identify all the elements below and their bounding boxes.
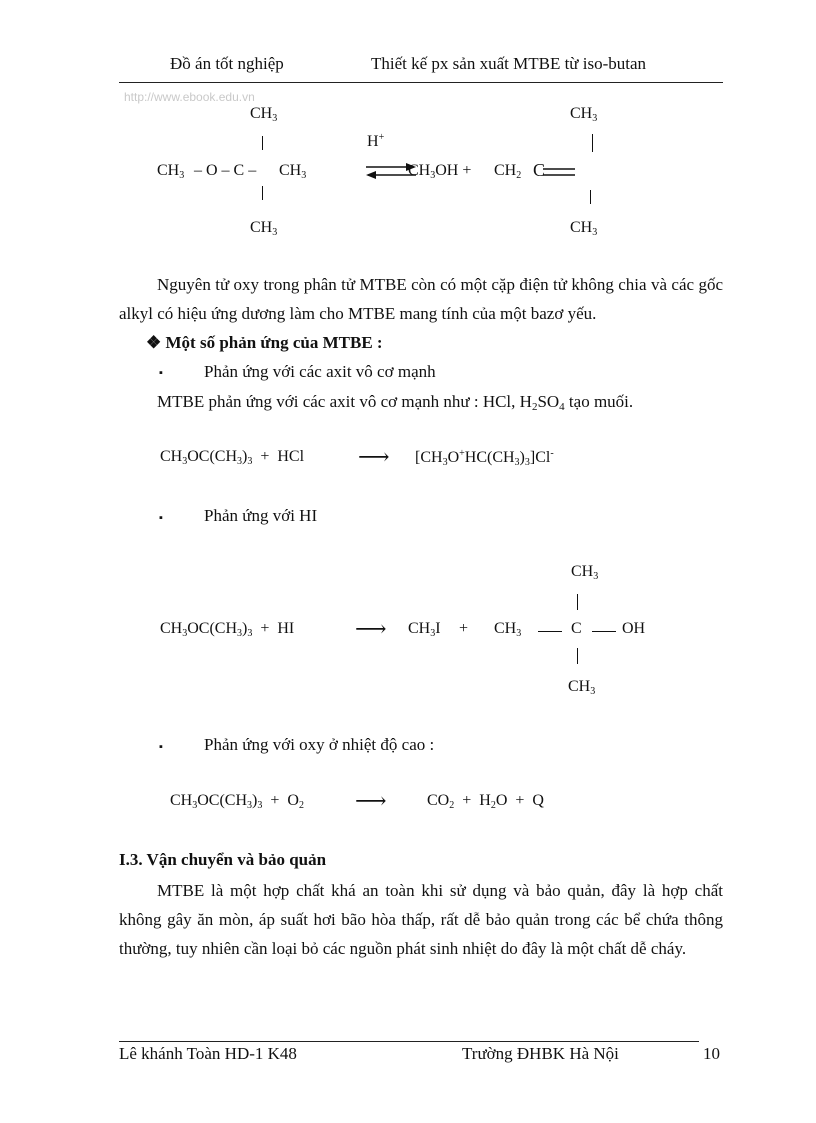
bond-bottom	[262, 186, 263, 200]
paragraph-transport: MTBE là một hợp chất khá an toàn khi sử dụng và bảo quản, đây là hợp chất không gây ăn mòn, áp suất hơi bão hòa thấp, rất dễ bảo quản trong các bể chứa thông thường, tuy nhiên cần loại bỏ các nguồn phát sinh nhiệt do đây là một chất dễ cháy.	[119, 881, 723, 958]
hi-bond-left	[538, 631, 562, 632]
methylene: $CH_2$	[494, 162, 522, 181]
diamond-bullet-icon: ❖	[146, 333, 162, 352]
hi-bond-bottom	[577, 648, 578, 664]
ether-core: – O – C –	[194, 162, 257, 179]
plus-sign: +	[459, 620, 469, 637]
hi-bond-top	[577, 594, 578, 610]
bond-top	[262, 136, 263, 150]
bullet-icon: ▪	[159, 741, 163, 753]
arrow-icon: ⟶	[355, 616, 387, 641]
hydroxyl: OH	[622, 620, 646, 637]
combustion-products: $CO_2 + H_2O + Q$	[427, 792, 544, 811]
footer-author: Lê khánh Toàn HD-1 K48	[119, 1044, 297, 1063]
header-right: Thiết kế px sản xuất MTBE từ iso-butan	[371, 54, 647, 73]
isobutene-bottom-methyl: $CH_3$	[570, 219, 598, 238]
arrow-icon: ⟶	[358, 444, 390, 469]
equation-hi: $CH_3OC(CH_3)_3$ + HI	[160, 620, 295, 639]
methanol: $CH_3OH$ +	[408, 162, 472, 181]
hi-left-methyl: $CH_3$	[494, 620, 522, 639]
bullet-item-hi: Phản ứng với HI	[204, 506, 318, 525]
hcl-product: $[CH_3O^+HC(CH_3)_3]Cl^-$	[415, 448, 554, 468]
bullet-icon: ▪	[159, 367, 163, 379]
alkene-carbon: C	[533, 160, 546, 180]
top-methyl: $CH_3$	[250, 105, 278, 124]
header-left: Đồ án tốt nghiệp	[170, 54, 284, 73]
watermark-link[interactable]: http://www.ebook.edu.vn	[124, 90, 255, 104]
bullet-icon: ▪	[159, 512, 163, 524]
header-rule	[119, 82, 723, 83]
methyl-iodide: $CH_3I$	[408, 620, 441, 639]
section-title-transport: I.3. Vận chuyển và bảo quản	[119, 850, 327, 869]
hi-bottom-methyl: $CH_3$	[568, 678, 596, 697]
isobutene-bond-bottom	[590, 190, 591, 204]
equation-o2: $CH_3OC(CH_3)_3 + O_2$	[170, 792, 304, 811]
isobutene-bond-top	[592, 134, 593, 152]
isobutene-top-methyl: $CH_3$	[570, 105, 598, 124]
equation-hcl: $CH_3OC(CH_3)_3$ + HCl	[160, 448, 305, 467]
bullet-item-acids: Phản ứng với các axit vô cơ mạnh	[204, 362, 436, 381]
arrow-icon: ⟶	[355, 788, 387, 813]
footer-school: Trường ĐHBK Hà Nội	[462, 1044, 619, 1063]
catalyst-label: H+	[367, 132, 385, 150]
bullet-item-oxygen: Phản ứng với oxy ở nhiệt độ cao :	[204, 735, 435, 754]
reactions-heading: ❖ Một số phản ứng của MTBE :	[146, 333, 383, 352]
hi-carbon: C	[571, 620, 582, 637]
hi-bond-right	[592, 631, 616, 632]
bottom-methyl: $CH_3$	[250, 219, 278, 238]
right-methyl: $CH_3$	[279, 162, 307, 181]
page-number: 10	[703, 1044, 720, 1063]
hi-top-methyl: $CH_3$	[571, 563, 599, 582]
left-methyl: $CH_3$	[157, 162, 185, 181]
acids-description: MTBE phản ứng với các axit vô cơ mạnh như : HCl, $H_2SO_4$ tạo muối.	[157, 392, 634, 413]
paragraph-basicity: Nguyên tử oxy trong phân tử MTBE còn có một cặp điện tử không chia và các gốc alkyl có hiệu ứng dương làm cho MTBE mang tính của một bazơ yếu.	[119, 275, 723, 323]
double-bond-icon	[543, 166, 577, 178]
footer-rule	[119, 1041, 699, 1042]
